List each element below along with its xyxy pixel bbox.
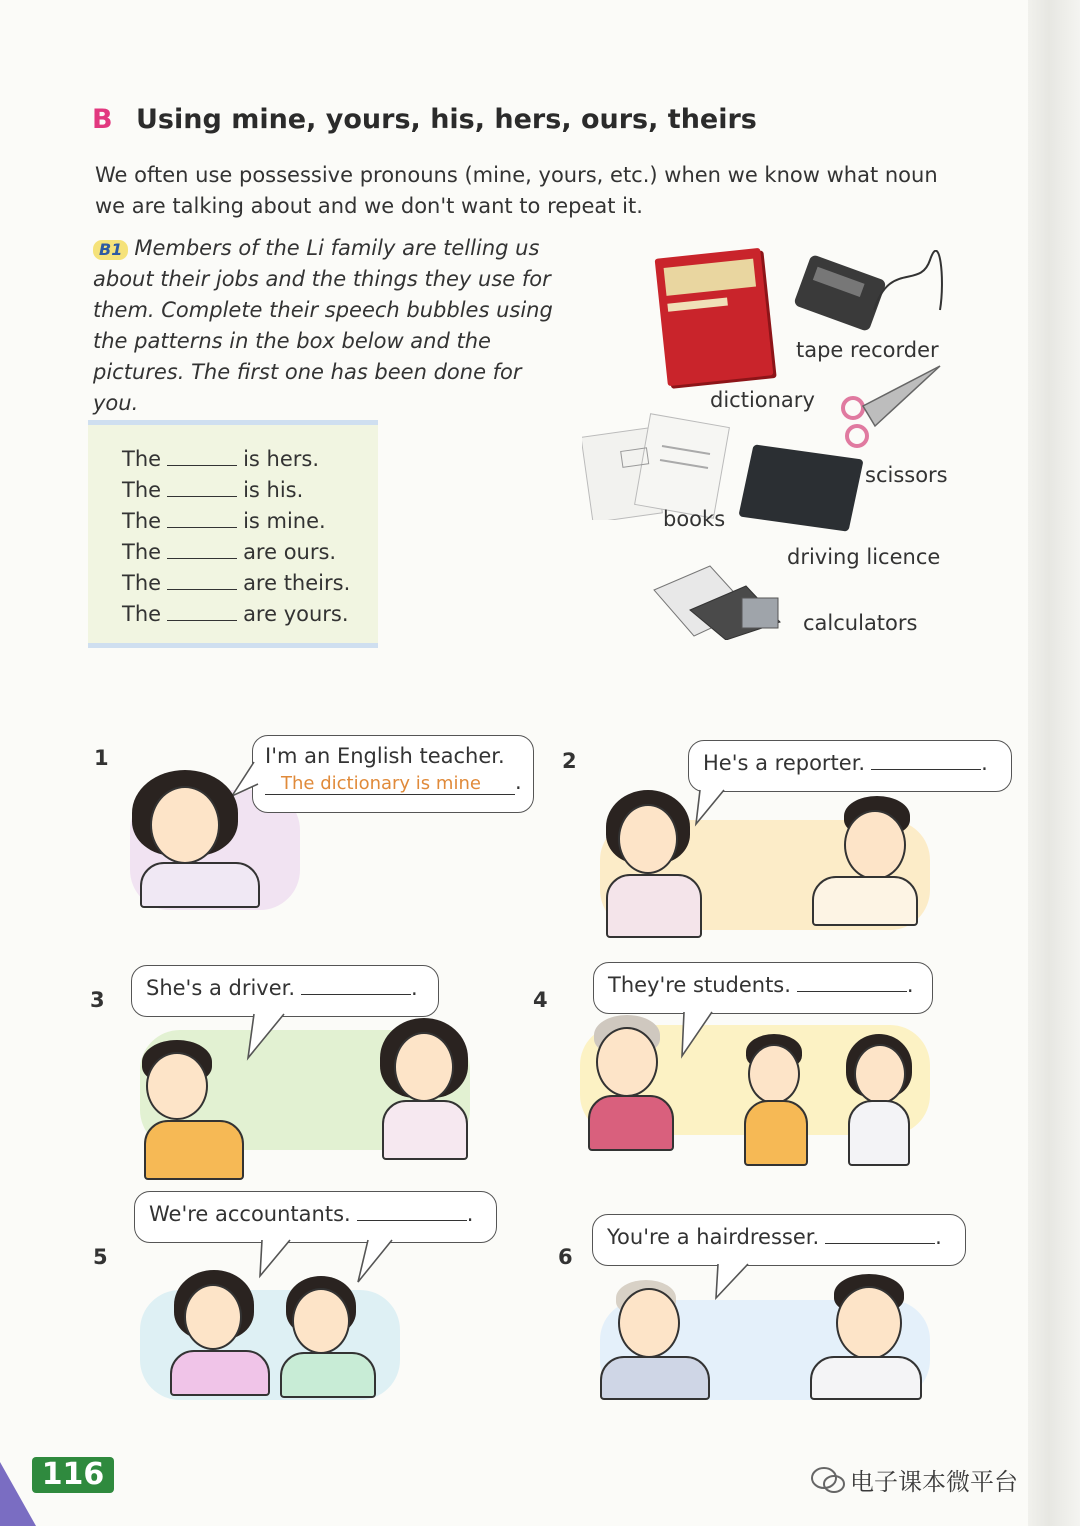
- blank-line: [871, 752, 981, 770]
- scissors-icon: [835, 360, 945, 450]
- pattern-row: The is hers.: [122, 447, 319, 471]
- bubble-text: They're students.: [608, 973, 791, 997]
- speech-bubble: You're a hairdresser. .: [592, 1214, 966, 1266]
- speech-bubble: She's a driver. .: [131, 965, 439, 1017]
- speech-bubble: They're students. .: [593, 962, 933, 1014]
- label-driving-licence: driving licence: [787, 545, 941, 569]
- pattern-row: The is his.: [122, 478, 304, 502]
- bubble-tail: [244, 1012, 294, 1062]
- recorder-cable-icon: [870, 250, 950, 320]
- books-icon: [582, 410, 732, 520]
- label-calculators: calculators: [803, 611, 918, 635]
- page-number: 116: [32, 1457, 114, 1493]
- driving-licence-picture: [738, 444, 863, 531]
- bubble-tail: [356, 1238, 396, 1286]
- pattern-row: The is mine.: [122, 509, 326, 533]
- exercise-number: 6: [558, 1245, 573, 1269]
- blank-line: [797, 974, 907, 992]
- calculators-icon: [650, 560, 790, 640]
- blank-line: [167, 603, 237, 621]
- section-letter: B: [92, 104, 113, 135]
- exercise-number: 3: [90, 988, 105, 1012]
- exercise-number: 2: [562, 749, 577, 773]
- bubble-text: He's a reporter.: [703, 751, 866, 775]
- bubble-tail: [714, 1262, 754, 1302]
- label-tape-recorder: tape recorder: [796, 338, 939, 362]
- label-books: books: [663, 507, 726, 531]
- page-corner-decoration: [0, 1462, 36, 1526]
- bubble-tail: [230, 760, 260, 800]
- bubble-text: You're a hairdresser.: [607, 1225, 820, 1249]
- exercise-number: 1: [94, 746, 109, 770]
- bubble-text: She's a driver.: [146, 976, 296, 1000]
- pattern-box: [88, 420, 378, 648]
- bubble-tail: [680, 1010, 720, 1060]
- bubble-text: I'm an English teacher.: [265, 744, 505, 768]
- task-instruction: [93, 233, 563, 419]
- page-spine-shadow: [1028, 0, 1080, 1526]
- blank-line: [825, 1226, 935, 1244]
- answer-text: The dictionary is mine: [265, 773, 515, 795]
- bubble-tail: [258, 1238, 298, 1280]
- blank-line: [167, 479, 237, 497]
- bubble-tail: [694, 788, 728, 828]
- pattern-row: The are yours.: [122, 602, 349, 626]
- exercise-number: 5: [93, 1245, 108, 1269]
- blank-line: [167, 510, 237, 528]
- blank-line: [167, 448, 237, 466]
- blank-line: [357, 1203, 467, 1221]
- label-scissors: scissors: [865, 463, 948, 487]
- pattern-row: The are theirs.: [122, 571, 351, 595]
- blank-line: [167, 572, 237, 590]
- task-tag: B1: [93, 240, 128, 260]
- speech-bubble: He's a reporter. .: [688, 740, 1012, 792]
- speech-bubble: We're accountants. .: [134, 1191, 497, 1243]
- watermark-text: 电子课本微平台: [850, 1468, 1018, 1496]
- task-text: Members of the Li family are telling us about their jobs and the things they use for them. Complete their speech bubbles using the patterns in the box below and the pictures. The first one has been done for you.: [93, 236, 553, 415]
- speech-bubble: I'm an English teacher. The dictionary is mine .: [252, 735, 534, 813]
- dictionary-picture: [655, 248, 774, 386]
- blank-line: [301, 977, 411, 995]
- exercise-number: 4: [533, 988, 548, 1012]
- pattern-row: The are ours.: [122, 540, 337, 564]
- blank-line: [167, 541, 237, 559]
- intro-paragraph: We often use possessive pronouns (mine, yours, etc.) when we know what noun we are talking about and we don't want to repeat it.: [95, 163, 938, 218]
- wechat-icon: [810, 1466, 846, 1494]
- label-dictionary: dictionary: [710, 388, 815, 412]
- bubble-text: We're accountants.: [149, 1202, 351, 1226]
- section-title: Using mine, yours, his, hers, ours, theirs: [136, 104, 757, 135]
